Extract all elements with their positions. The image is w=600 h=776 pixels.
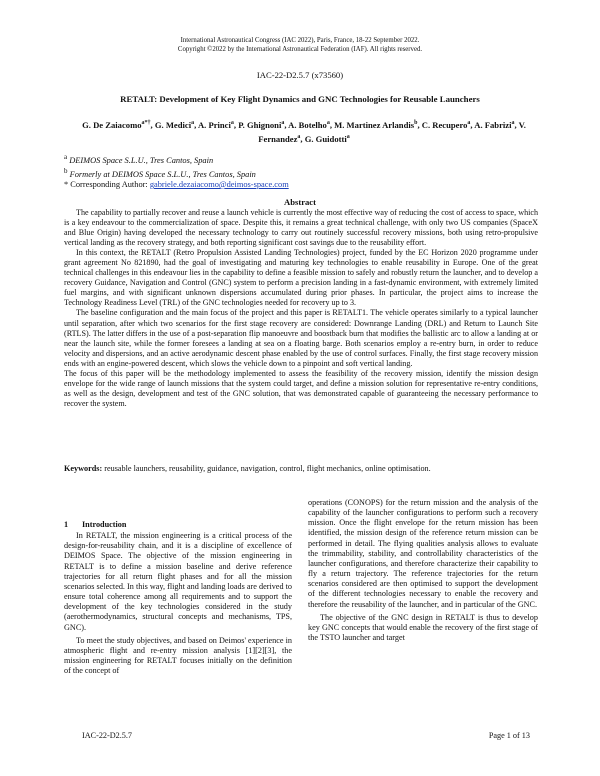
keywords-label: Keywords: bbox=[64, 464, 103, 473]
section-heading-introduction bbox=[64, 520, 292, 530]
author-separator: , bbox=[329, 119, 335, 130]
author-name: C. Recupero bbox=[421, 119, 468, 130]
author-separator: , bbox=[233, 119, 239, 130]
author-separator: , bbox=[284, 119, 289, 130]
affiliation-b-mark: b bbox=[64, 167, 68, 175]
author-name: P. Ghignoni bbox=[238, 119, 282, 130]
abstract-heading: Abstract bbox=[284, 197, 316, 207]
author-affiliation-mark: b bbox=[414, 120, 418, 126]
author-affiliation-mark: a bbox=[191, 120, 195, 126]
author-affiliation-mark: a bbox=[346, 133, 350, 140]
author-name: A. Botelho bbox=[288, 119, 327, 130]
email-link[interactable]: gabriele.dezaiacomo@deimos-space.com bbox=[149, 180, 289, 189]
author-name: A. Princi bbox=[197, 119, 231, 130]
affiliation-b-text: Formerly at DEIMOS Space S.L.U., Tres Cantos, Spain bbox=[69, 169, 256, 179]
affiliation-a-text: DEIMOS Space S.L.U., Tres Cantos, Spain bbox=[69, 155, 214, 165]
author-affiliation-mark: a*† bbox=[141, 120, 151, 126]
author-separator: , bbox=[300, 133, 305, 144]
section-title: Introduction bbox=[82, 520, 127, 529]
author-separator: , bbox=[194, 119, 198, 130]
corresponding-label: * Corresponding Author: bbox=[64, 180, 148, 189]
footer-paper-id: IAC-22-D2.5.7 bbox=[82, 731, 133, 740]
author-name: V. Fernandez bbox=[258, 119, 526, 144]
author-affiliation-mark: a bbox=[230, 120, 234, 126]
author-separator: , bbox=[150, 119, 155, 130]
affiliation-a bbox=[64, 152, 289, 166]
abstract-body bbox=[64, 208, 538, 409]
author-separator: , bbox=[417, 119, 422, 130]
paper-id: IAC-22-D2.5.7 (x73560) bbox=[256, 70, 344, 80]
left-column bbox=[64, 520, 292, 679]
author-name: M. Martinez Arlandis bbox=[334, 119, 415, 130]
paper-title: RETALT: Development of Key Flight Dynamics and GNC Technologies for Reusable Launchers bbox=[120, 94, 480, 104]
author-name: G. Guidotti bbox=[304, 133, 347, 144]
abstract-paragraph: The capability to partially recover and reuse a launch vehicle is currently the most effective way of reducing the cost of access to space, which is a key endeavour to the commercialization of space. Despite this, it remains a great technical challenge, with only two US companies (SpaceX and Blue Origin) having developed the necessary technology to carry out routinely successful recovery missions, both using retro-propulsive vertical landing as the recovery strategy, and both reporting significant cost savings due to the reusability effort. bbox=[64, 208, 538, 248]
body-paragraph: To meet the study objectives, and based on Deimos' experience in atmospheric flight and re-entry mission analysis [1][2][3], the mission engineering for RETALT focuses initially on the definition of the concept of bbox=[64, 635, 292, 676]
author-affiliation-mark: a bbox=[511, 120, 515, 126]
section-number: 1 bbox=[64, 520, 69, 529]
abstract-paragraph: In this context, the RETALT (Retro Propulsion Assisted Landing Technologies) project, funded by the EC Horizon 2020 programme under grant agreement No 821890, had the goal of investigating and maturing key technologies to enable reusability in Europe. One of the great technical challenges in this endeavour lies in the capability to define a feasible mission to safely and robustly return the launcher, and to develop a recovery Guidance, Navigation and Control (GNC) system to perform a precision landing in a fast-dynamic environment, with extremely limited fuel margins, and with significant unknown dispersions accumulated during prior phases. In particular, the project aims to increase the Technology Readiness Level (TRL) of the GNC technologies needed for recovery up to 3. bbox=[64, 248, 538, 308]
right-column bbox=[308, 498, 538, 646]
footer-page-number: Page 1 of 13 bbox=[488, 731, 530, 740]
corresponding-author bbox=[64, 180, 289, 190]
author-name: G. Medici bbox=[154, 119, 192, 130]
affiliation-b bbox=[64, 166, 289, 180]
body-paragraph: In RETALT, the mission engineering is a critical process of the design-for-reusability chain, and it is a discipline of excellence of DEIMOS Space. The objective of the mission engineering in RETALT is to define a mission baseline and derive reference trajectories for all return flight phases and for all the mission scenarios selected. In this way, flight and landing loads are derived to ensure total coherence among all requirements and to support the development of the key technologies considered in the study (aerothermodynamics, structural concepts and mechanisms, TPS, GNC). bbox=[64, 531, 292, 632]
author-affiliation-mark: a bbox=[297, 133, 301, 140]
abstract-paragraph: The focus of this paper will be the methodology implemented to assess the feasibility of the recovery mission, identify the mission design envelope for the wide range of launch missions that the system could target, and define a mission solution for representative re-entry conditions, as well as the design, development and test of the GNC solution, that was demonstrated capable of guaranteeing the necessary performance to recover the system. bbox=[64, 368, 538, 408]
affiliations bbox=[64, 152, 289, 190]
body-paragraph: operations (CONOPS) for the return mission and the analysis of the capability of the launcher configurations to perform such a recovery mission. Once the flight envelope for the return mission has been identified, the mission design of the reference return mission can be performed in detail. The flying qualities analysis allows to evaluate the trimmability, stability, and controllability characteristics of the launcher configurations, and therefore characterize their capability to fly a return trajectory. The reference trajectories for the return scenarios considered are then optimised to support the development of the different technologies necessary to enable the recovery and therefore the reusability of the launcher, and in particular of the GNC. bbox=[308, 498, 538, 609]
author-name: G. De Zaiacomo bbox=[82, 119, 142, 130]
keywords bbox=[64, 464, 538, 473]
affiliation-a-mark: a bbox=[64, 153, 68, 161]
author-affiliation-mark: a bbox=[326, 120, 330, 126]
body-paragraph: The objective of the GNC design in RETALT is thus to develop key GNC concepts that would enable the recovery of the first stage of the TSTO launcher and target bbox=[308, 612, 538, 643]
author-name: A. Fabrizi bbox=[474, 119, 512, 130]
author-list bbox=[68, 117, 540, 145]
keywords-text: reusable launchers, reusability, guidance, navigation, control, flight mechanics, online optimisation. bbox=[102, 464, 431, 473]
conference-header-line-1: International Astronautical Congress (IAC 2022), Paris, France, 18-22 September 2022. bbox=[180, 37, 420, 44]
author-separator: , bbox=[470, 119, 475, 130]
author-affiliation-mark: a bbox=[467, 120, 471, 126]
copyright-header-line: Copyright ©2022 by the International Astronautical Federation (IAF). All rights reserved. bbox=[177, 46, 423, 53]
author-separator: , bbox=[514, 119, 519, 130]
author-affiliation-mark: a bbox=[281, 120, 285, 126]
abstract-paragraph: The baseline configuration and the main focus of the project and this paper is RETALT1. The vehicle operates similarly to a typical launcher until separation, after which two scenarios for the first stage recovery are considered: Downrange Landing (DRL) and Return to Launch Site (RTLS). The latter differs in the use of a post-separation flip manoeuvre and boostback burn that modifies the ballistic arc to allow a landing at or near the launch site, while the former foresees a landing at sea on a floating barge. Both scenarios employ a re-entry burn, in order to reduce velocity and dispersions, and an active aerodynamic descent phase enabled by the use of control surfaces. Finally, the first stage recovery mission ends with an engine-powered descent, which slows the vehicle down to a pinpoint and soft vertical landing. bbox=[64, 308, 538, 368]
